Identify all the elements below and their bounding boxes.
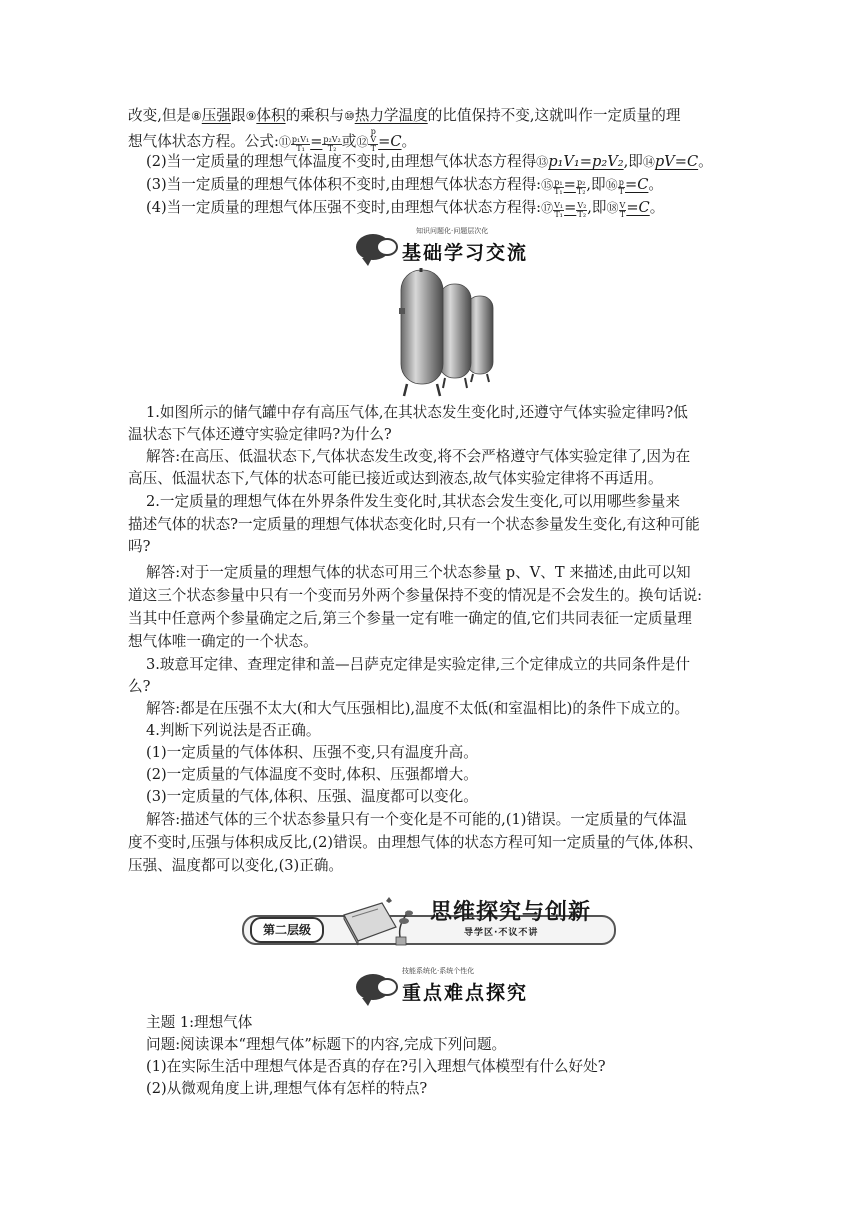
text: 或 xyxy=(341,133,357,150)
formula-11 xyxy=(291,133,342,153)
item-3-line xyxy=(146,174,746,196)
gas-tanks-image xyxy=(395,268,503,398)
formula-18 xyxy=(619,199,650,219)
formula-12 xyxy=(368,127,402,153)
numerator: p₂ xyxy=(576,178,586,187)
denominator: T xyxy=(370,144,376,153)
answer-2-line-3: 当其中任意两个参量确定之后,第三个参量一定有唯一确定的值,它们共同表征一定质量理 xyxy=(128,610,692,627)
fraction xyxy=(368,128,378,153)
answer-boyle: p₁V₁=p₂V₂ xyxy=(548,153,624,170)
speech-bubble-icon xyxy=(356,974,390,1000)
denominator: T₁ xyxy=(296,144,305,153)
text: (2)当一定质量的理想气体温度不变时,由理想气体状态方程得 xyxy=(146,153,537,170)
blank-number: ⑰ xyxy=(541,201,554,215)
item-4-line xyxy=(146,197,746,219)
denominator: T xyxy=(619,210,626,219)
text: ,即 xyxy=(587,199,607,216)
text: 。 xyxy=(401,133,417,150)
denominator: T₂ xyxy=(577,210,587,219)
level-banner xyxy=(242,895,612,945)
blank-number: ⑧ xyxy=(191,109,202,123)
denominator: T₂ xyxy=(576,187,586,196)
answer-3: 解答:都是在压强不太大(和大气压强相比),温度不太低(和室温相比)的条件下成立的。 xyxy=(146,700,690,717)
question-3-line-2: 么? xyxy=(128,678,151,695)
symbol-v: V xyxy=(370,135,377,144)
section-title: 重点难点探究 xyxy=(402,982,529,1004)
text: (4)当一定质量的理想气体压强不变时,由理想气体状态方程得: xyxy=(146,199,542,216)
denominator: T xyxy=(618,187,625,196)
fraction xyxy=(618,179,625,196)
fraction xyxy=(553,202,564,219)
equals: = xyxy=(310,133,323,150)
text: 。 xyxy=(698,153,713,170)
topic-question: 问题:阅读课本“理想气体”标题下的内容,完成下列问题。 xyxy=(146,1036,507,1053)
numerator: V xyxy=(619,201,626,210)
fraction xyxy=(553,179,564,196)
blank-number: ⑨ xyxy=(245,109,257,123)
numerator: p xyxy=(618,178,624,187)
answer-temperature: 热力学温度 xyxy=(354,107,428,124)
equals-c: =C xyxy=(626,199,650,216)
equals-c: =C xyxy=(625,176,649,193)
text: 。 xyxy=(648,176,664,193)
text: 改变,但是 xyxy=(128,107,192,124)
question-1-line-2: 温状态下气体还遵守实验定律吗?为什么? xyxy=(128,426,392,443)
blank-number: ⑪ xyxy=(278,135,291,149)
blank-number: ⑯ xyxy=(605,178,618,192)
text: 的比值保持不变,这就叫作一定质量的理 xyxy=(427,107,681,124)
level-title: 思维探究与创新 xyxy=(430,900,592,925)
question-2-line-2: 描述气体的状态?一定质量的理想气体状态变化时,只有一个状态参量发生变化,有这种可能 xyxy=(128,516,700,533)
topic-subquestion-1: (1)在实际生活中理想气体是否真的存在?引入理想气体模型有什么好处? xyxy=(146,1058,606,1075)
denominator: T₂ xyxy=(327,144,337,153)
equals-c: =C xyxy=(378,133,402,150)
tank-front xyxy=(399,268,443,396)
answer-2-line-4: 想气体唯一确定的一个状态。 xyxy=(128,633,318,650)
answer-4-line-1: 解答:描述气体的三个状态参量只有一个变化是不可能的,(1)错误。一定质量的气体温 xyxy=(146,811,688,828)
blank-number: ⑭ xyxy=(642,155,655,169)
numerator: V₁ xyxy=(554,201,564,210)
statement-1: (1)一定质量的气体体积、压强不变,只有温度升高。 xyxy=(146,744,478,761)
text: 。 xyxy=(649,199,665,216)
level-tag: 第二层级 xyxy=(250,917,324,943)
tank-middle xyxy=(439,284,471,388)
topic-subquestion-2: (2)从微观角度上讲,理想气体有怎样的特点? xyxy=(146,1080,428,1097)
intro-line-1 xyxy=(128,105,728,127)
book-plant-icon xyxy=(338,897,418,947)
blank-number: ⑫ xyxy=(356,135,369,149)
level-subtitle: 导学区·不议不讲 xyxy=(464,928,539,938)
blank-number: ⑩ xyxy=(343,109,355,123)
section-banner-basic xyxy=(356,228,528,265)
section-subtitle: 技能系统化·系统个性化 xyxy=(402,967,475,975)
numerator: V₂ xyxy=(577,201,587,210)
statement-3: (3)一定质量的气体,体积、压强、温度都可以变化。 xyxy=(146,788,478,805)
answer-2-line-1: 解答:对于一定质量的理想气体的状态可用三个状态参量 p、V、T 来描述,由此可以知 xyxy=(146,564,691,581)
blank-number: ⑱ xyxy=(606,201,619,215)
numerator: p₁ xyxy=(554,178,563,187)
symbol-p: p xyxy=(370,127,376,136)
section-banner-key xyxy=(356,968,528,1005)
question-3-line-1: 3.玻意耳定律、查理定律和盖—吕萨克定律是实验定律,三个定律成立的共同条件是什 xyxy=(146,656,690,673)
topic-title: 主题 1:理想气体 xyxy=(146,1014,253,1031)
fraction xyxy=(576,179,587,196)
statement-2: (2)一定质量的气体温度不变时,体积、压强都增大。 xyxy=(146,766,478,783)
intro-line-2 xyxy=(128,128,728,153)
text: (3)当一定质量的理想气体体积不变时,由理想气体状态方程得: xyxy=(146,176,542,193)
question-2-line-3: 吗? xyxy=(128,538,151,555)
answer-2-line-2: 道这三个状态参量中只有一个变而另外两个参量保持不变的情况是不会发生的。换句话说: xyxy=(128,587,703,604)
blank-number: ⑬ xyxy=(536,155,549,169)
numerator: p₁V₁ xyxy=(291,135,310,144)
answer-volume: 体积 xyxy=(256,107,286,124)
formula-17: $\frac{\text{V₁}}{\text{T₁}}$ = $\frac{\text{V₂}}{\text{T₂}}$ xyxy=(554,199,587,219)
numerator: p₂V₂ xyxy=(323,135,341,144)
question-1-line-1: 1.如图所示的储气罐中存有高压气体,在其状态发生变化时,还遵守气体实验定律吗?低 xyxy=(146,404,688,421)
speech-bubble-icon xyxy=(356,234,390,260)
question-4: 4.判断下列说法是否正确。 xyxy=(146,722,321,739)
text: 的乘积与 xyxy=(285,107,344,124)
answer-4-line-2: 度不变时,压强与体积成反比,(2)错误。由理想气体的状态方程可知一定质量的气体,体积、 xyxy=(128,834,703,851)
formula-16 xyxy=(618,176,649,196)
answer-1-line-2: 高压、低温状态下,气体的状态可能已接近或达到液态,故气体实验定律将不再适用。 xyxy=(128,470,663,487)
denominator: T₁ xyxy=(554,187,563,196)
denominator: T₁ xyxy=(554,210,563,219)
section-title: 基础学习交流 xyxy=(402,242,529,264)
answer-pv-const: pV=C xyxy=(654,153,699,170)
blank-number: ⑮ xyxy=(541,178,554,192)
question-2-line-1: 2.一定质量的理想气体在外界条件发生变化时,其状态会发生变化,可以用哪些参量来 xyxy=(146,493,680,510)
text: ,即 xyxy=(586,176,606,193)
answer-pressure: 压强 xyxy=(201,107,231,124)
numerator xyxy=(368,128,378,145)
answer-1-line-1: 解答:在高压、低温状态下,气体状态发生改变,将不会严格遵守气体实验定律了,因为在 xyxy=(146,448,691,465)
text: 跟 xyxy=(230,107,246,124)
text: ,即 xyxy=(623,153,643,170)
section-subtitle: 知识问题化·问题层次化 xyxy=(416,227,489,235)
text: 想气体状态方程。公式: xyxy=(128,133,279,150)
formula-15: $\frac{\text{p₁}}{\text{T₁}}$ = $\frac{\text{p₂}}{\text{T₂}}$ xyxy=(554,176,586,196)
item-2-line xyxy=(146,151,746,173)
fraction xyxy=(576,202,587,219)
answer-4-line-3: 压强、温度都可以变化,(3)正确。 xyxy=(128,857,344,874)
